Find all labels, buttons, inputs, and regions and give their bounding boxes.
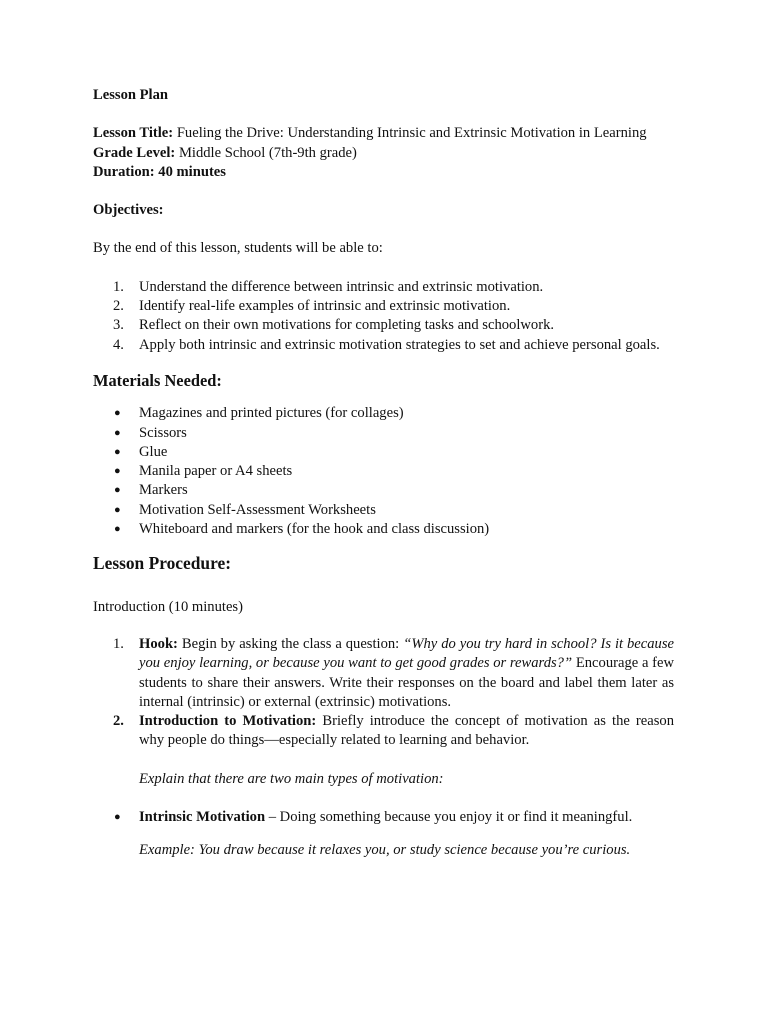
step-text: Begin by asking the class a question: <box>181 635 400 652</box>
bullet-icon: ● <box>114 484 121 497</box>
motivation-type-text: – Doing something because you enjoy it or find it meaningful. <box>268 809 633 826</box>
material-item: ● Glue <box>93 443 674 462</box>
bullet-icon: ● <box>114 407 121 420</box>
material-item: ● Magazines and printed pictures (for collages) <box>93 404 674 423</box>
objective-item: 1. Understand the difference between intrinsic and extrinsic motivation. <box>113 278 544 295</box>
grade-level-line <box>93 144 674 163</box>
motivation-types-list <box>93 808 674 827</box>
grade-level-value: Middle School (7th-9th grade) <box>178 144 357 161</box>
example-line: Example: You draw because it relaxes you, or study science because you’re curious. <box>139 842 631 859</box>
lesson-plan-document <box>93 86 674 861</box>
lesson-title-value: Fueling the Drive: Understanding Intrinsic and Extrinsic Motivation in Learning <box>176 125 647 142</box>
step-label: Hook: <box>139 635 178 652</box>
document-heading: Lesson Plan <box>93 87 169 103</box>
motivation-type-item <box>93 808 674 827</box>
bullet-icon: ● <box>114 426 121 439</box>
step-label: Introduction to Motivation: <box>139 713 317 730</box>
objective-item: 2. Identify real-life examples of intrinsic and extrinsic motivation. <box>113 298 511 315</box>
objectives-heading: Objectives: <box>93 202 164 219</box>
objectives-intro: By the end of this lesson, students will be able to: <box>93 240 383 257</box>
bullet-icon: ● <box>114 503 121 516</box>
bullet-icon: ● <box>114 445 121 458</box>
explain-line: Explain that there are two main types of motivation: <box>139 770 444 787</box>
lesson-title-label: Lesson Title: <box>93 125 174 142</box>
grade-level-label: Grade Level: <box>93 144 176 161</box>
objectives-list <box>93 278 674 355</box>
duration-line: Duration: 40 minutes <box>93 163 226 180</box>
objective-item: 3. Reflect on their own motivations for completing tasks and schoolwork. <box>113 317 555 334</box>
materials-heading: Materials Needed: <box>93 370 222 390</box>
material-item: ● Scissors <box>93 424 674 443</box>
objective-item: 4. Apply both intrinsic and extrinsic motivation strategies to set and achieve personal goals. <box>113 336 660 353</box>
bullet-icon: ● <box>114 523 121 536</box>
material-item: ● Markers <box>93 481 674 500</box>
lesson-title-line <box>93 124 674 143</box>
material-item: ● Motivation Self-Assessment Worksheets <box>93 501 674 520</box>
procedure-step: 2. Introduction to Motivation: Briefly introduce the concept of motivation as the reason why people do things—especially related to learning and behavior. <box>113 713 674 749</box>
bullet-icon: ● <box>114 811 121 824</box>
materials-list <box>93 404 674 539</box>
material-item: ● Whiteboard and markers (for the hook and class discussion) <box>93 520 674 539</box>
introduction-section-label: Introduction (10 minutes) <box>93 598 243 615</box>
procedure-steps-list <box>93 635 674 751</box>
procedure-step: 1. Hook: Begin by asking the class a question: “Why do you try hard in school? Is it because you enjoy learning, or because you want to get good grades or rewards?” Encourage a few students to share their answers. Write their responses on the board and label them later as internal (intrinsic) or external (extrinsic) motivations. <box>113 635 675 710</box>
motivation-type-label: Intrinsic Motivation <box>139 809 266 826</box>
bullet-icon: ● <box>114 465 121 478</box>
material-item: ● Manila paper or A4 sheets <box>93 462 674 481</box>
step-quote: “Why do you try hard in school? Is it because you enjoy learning, or because you want to get good grades or rewards?” <box>139 635 674 672</box>
step-text: Briefly introduce the concept of motivation as the reason why people do things—especially related to learning and behavior. <box>139 713 674 749</box>
step-text: Encourage a few students to share their answers. Write their responses on the board and label them later as internal (intrinsic) or external (extrinsic) motivations. <box>139 655 675 710</box>
procedure-heading: Lesson Procedure: <box>93 553 231 574</box>
